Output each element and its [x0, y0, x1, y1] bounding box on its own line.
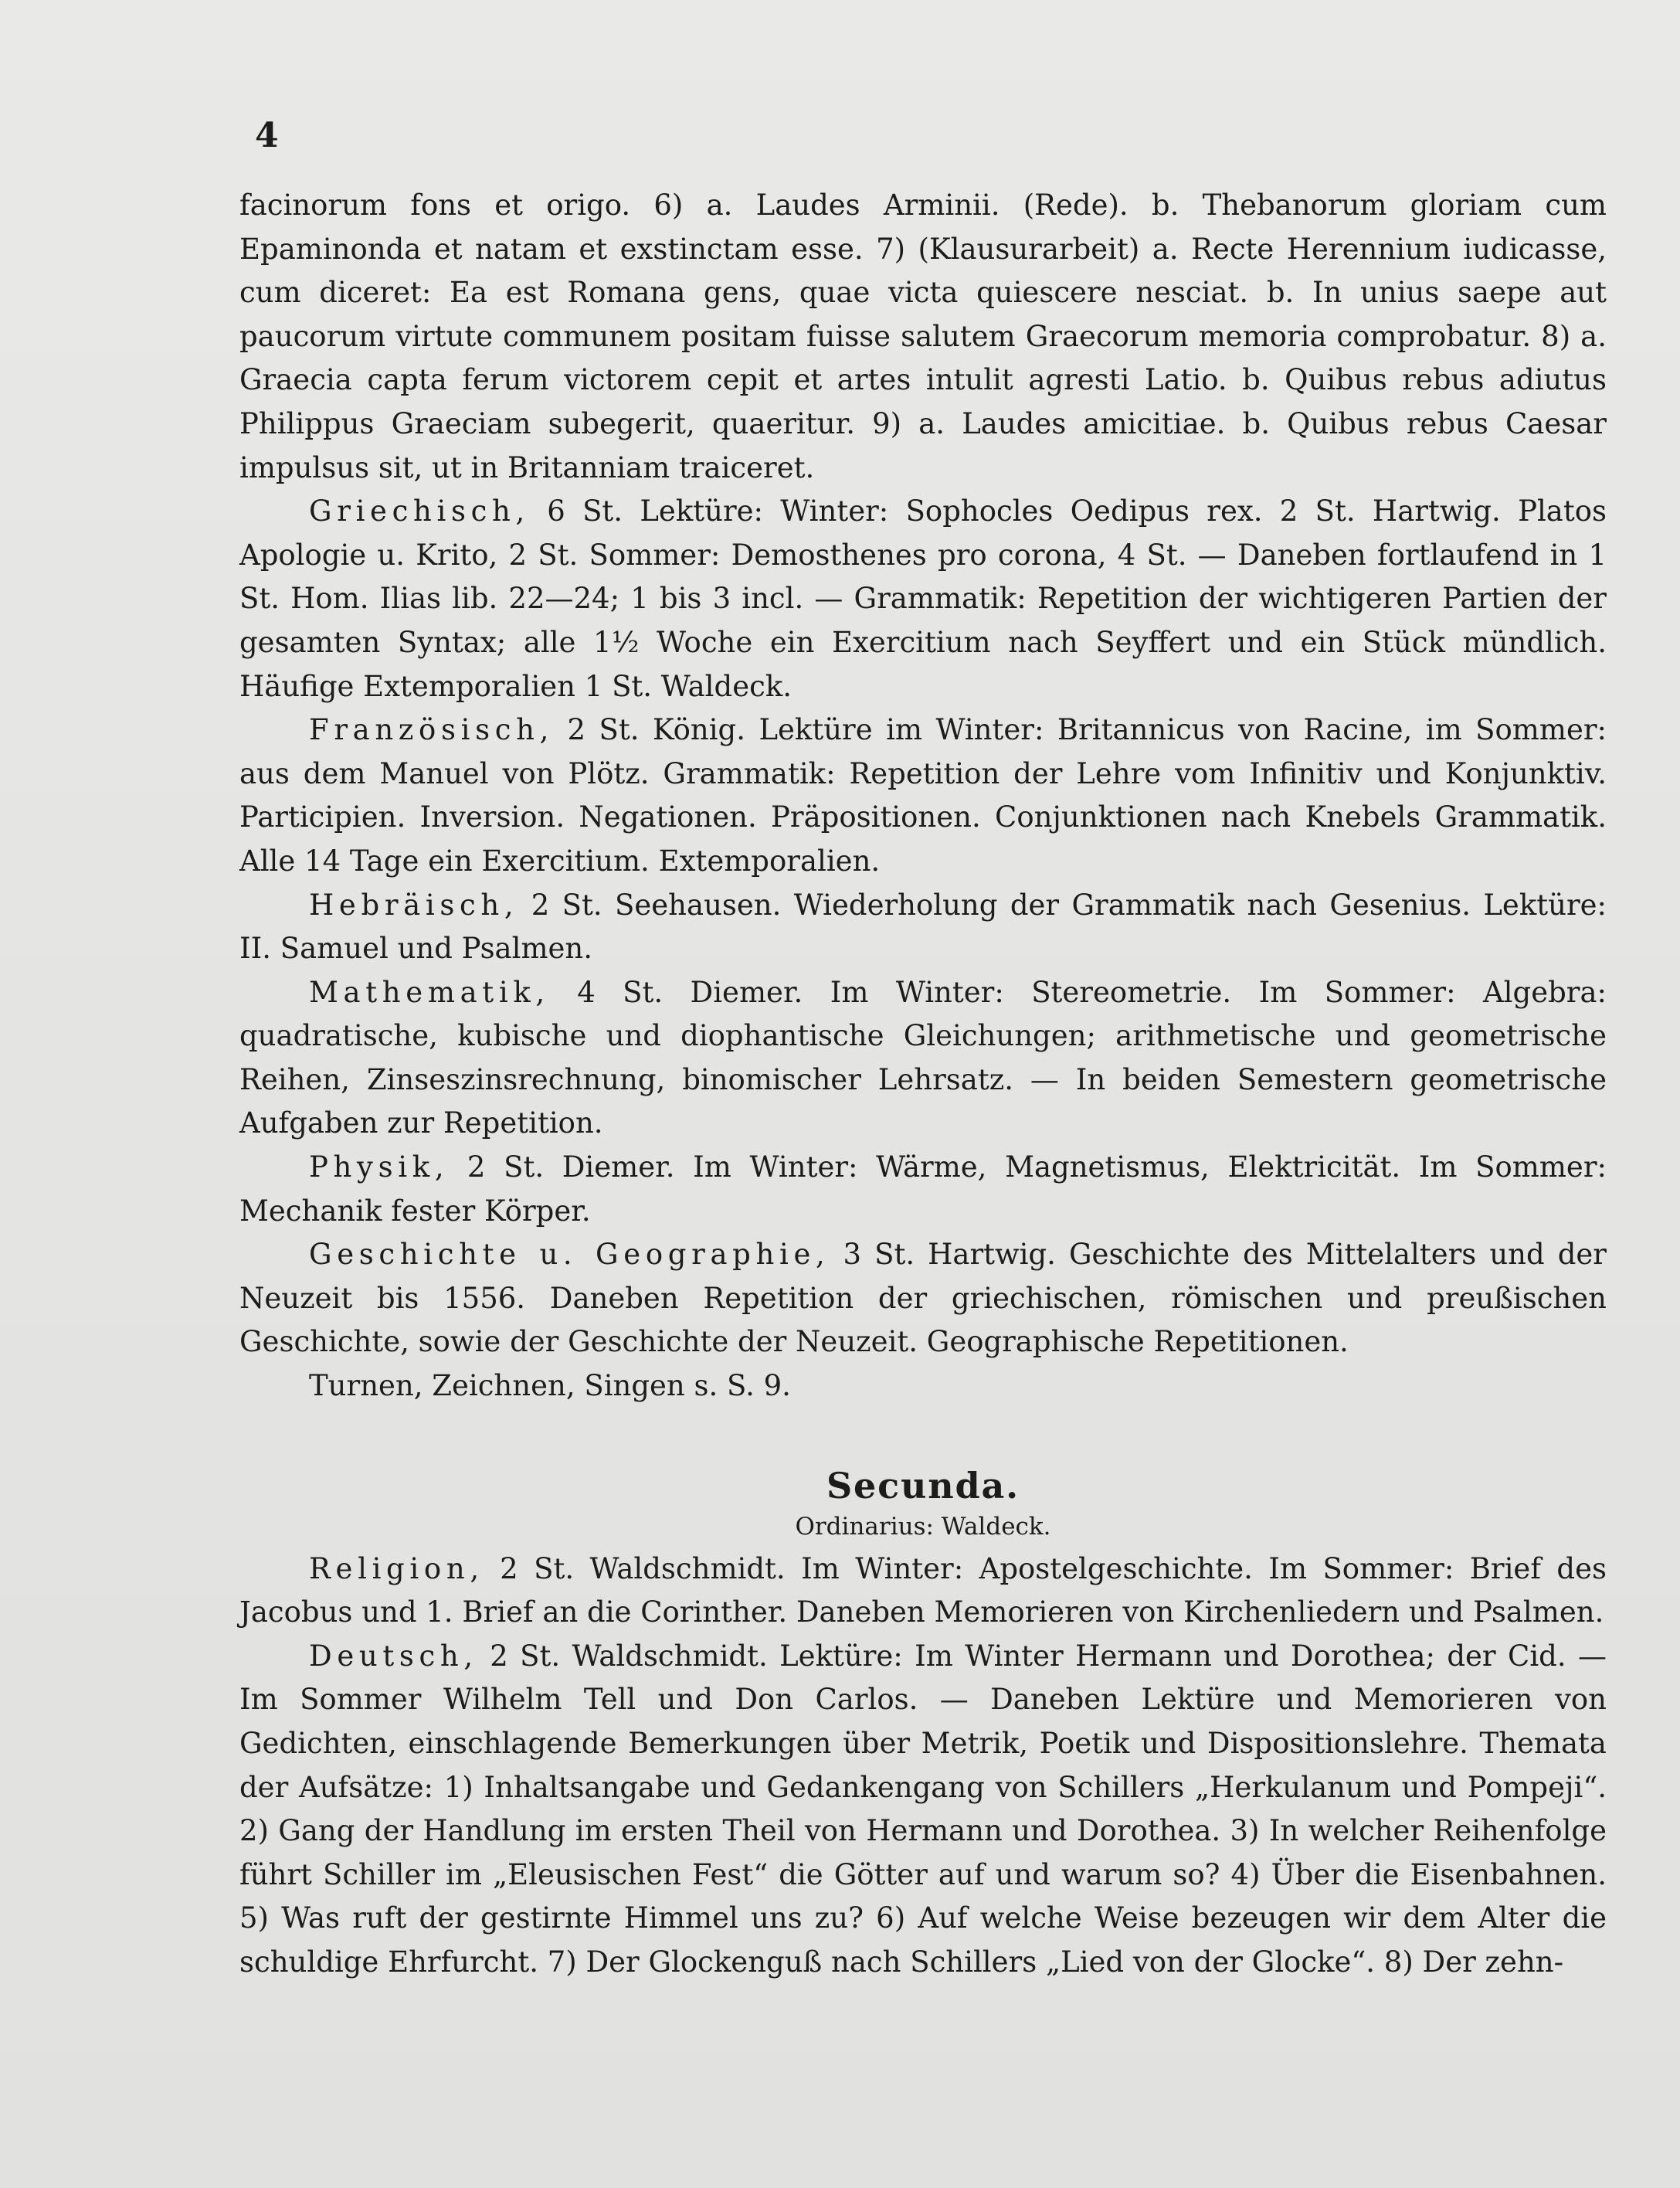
body-text	[239, 184, 1607, 1985]
subject-religion: Religion,	[309, 1551, 484, 1585]
subject-deutsch: Deutsch,	[309, 1639, 478, 1673]
text-mathematik: 4 St. Diemer. Im Winter: Stereometrie. Im Sommer: Algebra: quadratische, kubische und diophantische Gleichungen; arithmetische und geometrische Reihen, Zinseszinsrechnung, binomischer Lehrsatz. — In beiden Semestern geometrische Aufgaben zur Repetition.	[239, 975, 1607, 1140]
text-religion: 2 St. Waldschmidt. Im Winter: Apostelgeschichte. Im Sommer: Brief des Jacobus und 1. Brief an die Corinther. Daneben Memorieren von Kirchenliedern und Psalmen.	[239, 1551, 1607, 1629]
paragraph-griechisch	[239, 490, 1607, 708]
text-griechisch: 6 St. Lektüre: Winter: Sophocles Oedipus rex. 2 St. Hartwig. Platos Apologie u. Krito, 2 St. Sommer: Demosthenes pro corona, 4 St. — Daneben fortlaufend in 1 St. Hom. Ilias lib. 22—24; 1 bis 3 incl. — Grammatik: Repetition der wichtigeren Partien der gesamten Syntax; alle 1½ Woche ein Exercitium nach Seyffert und ein Stück mündlich. Häufige Extemporalien 1 St. Waldeck.	[239, 494, 1607, 703]
text-physik: 2 St. Diemer. Im Winter: Wärme, Magnetismus, Elektricität. Im Sommer: Mechanik fester Körper.	[239, 1150, 1607, 1228]
subject-franzoesisch: Französisch,	[309, 713, 555, 747]
paragraph-latin-continuation: facinorum fons et origo. 6) a. Laudes Arminii. (Rede). b. Thebanorum gloriam cum Epaminonda et natam et exstinctam esse. 7) (Klausurarbeit) a. Recte Herennium iudicasse, cum diceret: Ea est Romana gens, quae victa quiescere nesciat. b. In unius saepe aut paucorum virtute communem positam fuisse salutem Graecorum memoria comprobatur. 8) a. Graecia capta ferum victorem cepit et artes intulit agresti Latio. b. Quibus rebus adiutus Philippus Graeciam subegerit, quaeritur. 9) a. Laudes amicitiae. b. Quibus rebus Caesar impulsus sit, ut in Britanniam traiceret.	[239, 189, 1607, 484]
text-deutsch: 2 St. Waldschmidt. Lektüre: Im Winter Hermann und Dorothea; der Cid. — Im Sommer Wilhelm Tell und Don Carlos. — Daneben Lektüre und Memorieren von Gedichten, einschlagende Bemerkungen über Metrik, Poetik und Dispositionslehre. Themata der Aufsätze: 1) Inhaltsangabe und Gedankengang von Schillers „Herkulanum und Pompeji“. 2) Gang der Handlung im ersten Theil von Hermann und Dorothea. 3) In welcher Reihenfolge führt Schiller im „Eleusischen Fest“ die Götter auf und warum so? 4) Über die Eisenbahnen. 5) Was ruft der gestirnte Himmel uns zu? 6) Auf welche Weise bezeugen wir dem Alter die schuldige Ehrfurcht. 7) Der Glockenguß nach Schillers „Lied von der Glocke“. 8) Der zehn-	[239, 1639, 1607, 1979]
paragraph-franzoesisch	[239, 708, 1607, 883]
paragraph-hebraeisch	[239, 884, 1607, 971]
paragraph-deutsch	[239, 1635, 1607, 1985]
subject-griechisch: Griechisch,	[309, 494, 530, 528]
subject-geschichte: Geschichte u. Geographie,	[309, 1238, 830, 1272]
paragraph-religion	[239, 1548, 1607, 1635]
text-franzoesisch: 2 St. König. Lektüre im Winter: Britannicus von Racine, im Sommer: aus dem Manuel von Plötz. Grammatik: Repetition der Lehre vom Infinitiv und Konjunktiv. Participien. Inversion. Negationen. Präpositionen. Conjunktionen nach Knebels Grammatik. Alle 14 Tage ein Exercitium. Extemporalien.	[239, 713, 1607, 878]
subject-physik: Physik,	[309, 1150, 450, 1184]
paragraph-mathematik	[239, 971, 1607, 1146]
paragraph-geschichte	[239, 1233, 1607, 1364]
subject-hebraeisch: Hebräisch,	[309, 888, 519, 922]
text-geschichte: 3 St. Hartwig. Geschichte des Mittelalters und der Neuzeit bis 1556. Daneben Repetition der griechischen, römischen und preußischen Geschichte, sowie der Geschichte der Neuzeit. Geographische Repetitionen.	[239, 1238, 1607, 1359]
section-ordinarius: Ordinarius: Waldeck.	[795, 1512, 1051, 1541]
subject-mathematik: Mathematik,	[309, 975, 550, 1009]
page-number: 4	[255, 116, 279, 155]
section-title: Secunda.	[826, 1464, 1020, 1507]
text-hebraeisch: 2 St. Seehausen. Wiederholung der Grammatik nach Gesenius. Lektüre: II. Samuel und Psalmen.	[239, 888, 1607, 966]
paragraph-physik	[239, 1146, 1607, 1233]
paragraph-turnen: Turnen, Zeichnen, Singen s. S. 9.	[309, 1369, 791, 1403]
